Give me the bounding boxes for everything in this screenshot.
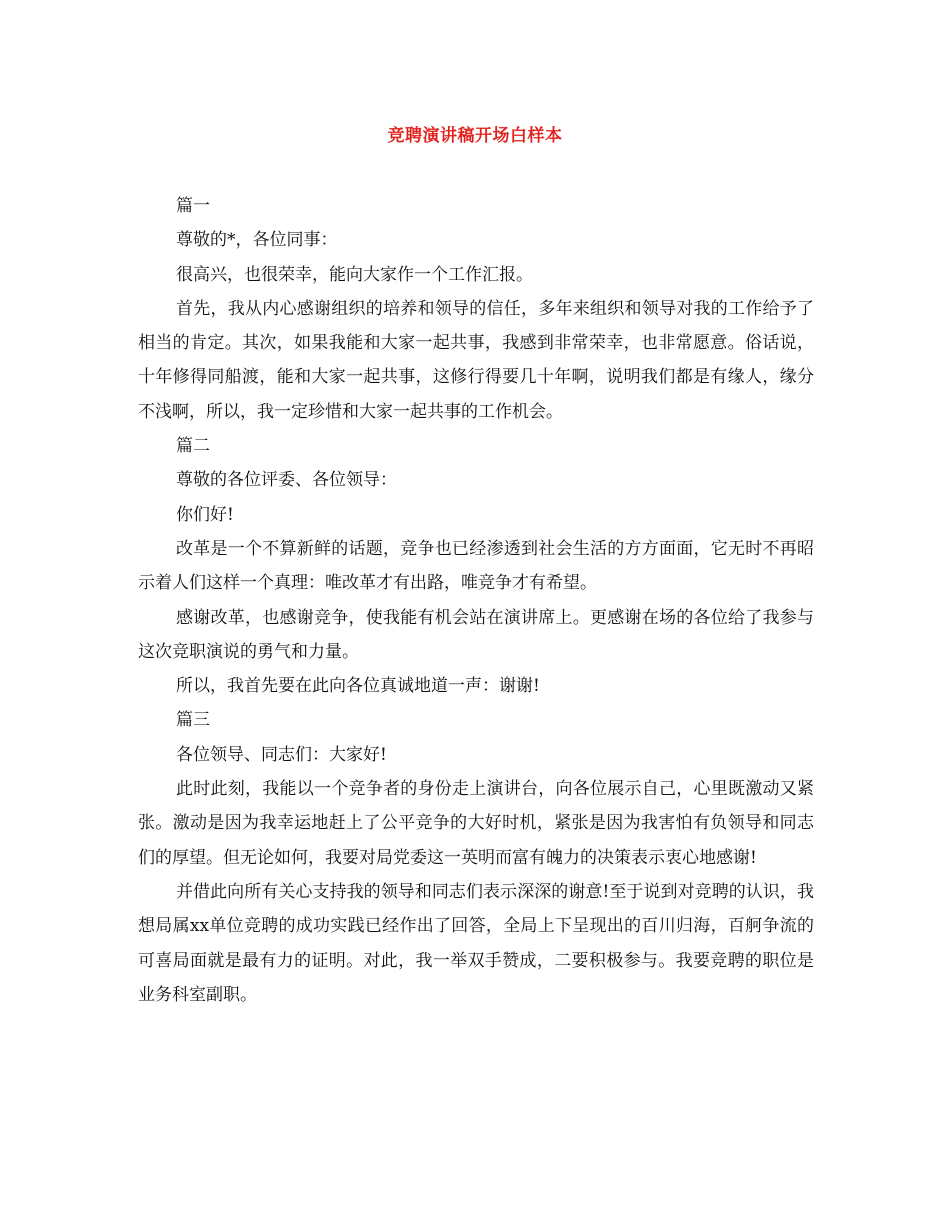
paragraph: 感谢改革，也感谢竞争，使我能有机会站在演讲席上。更感谢在场的各位给了我参与这次竞职演说的勇气和力量。 <box>138 607 814 662</box>
salutation-3: 各位领导、同志们：大家好! <box>176 744 387 765</box>
paragraph: 很高兴，也很荣幸，能向大家作一个工作汇报。 <box>176 264 533 285</box>
section-heading-1: 篇一 <box>176 196 210 216</box>
greeting: 你们好! <box>176 504 234 525</box>
paragraph: 首先，我从内心感谢组织的培养和领导的信任，多年来组织和领导对我的工作给予了相当的肯定。其次，如果我能和大家一起共事，我感到非常荣幸，也非常愿意。俗话说，十年修得同船渡，能和大家一起共事，这修行得要几十年啊，说明我们都是有缘人，缘分不浅啊，所以，我一定珍惜和大家一起共事的工作机会。 <box>138 298 814 422</box>
paragraph: 所以，我首先要在此向各位真诚地道一声：谢谢! <box>176 676 540 697</box>
document-body <box>138 189 814 1012</box>
paragraph: 此时此刻，我能以一个竞争者的身份走上演讲台，向各位展示自己，心里既激动又紧张。激动是因为我幸运地赶上了公平竞争的大好时机，紧张是因为我害怕有负领导和同志们的厚望。但无论如何，我要对局党委这一英明而富有魄力的决策表示衷心地感谢! <box>138 779 814 868</box>
paragraph: 改革是一个不算新鲜的话题，竞争也已经渗透到社会生活的方方面面，它无时不再昭示着人们这样一个真理：唯改革才有出路，唯竞争才有希望。 <box>138 538 814 594</box>
section-heading-2: 篇二 <box>176 436 210 457</box>
document-title: 竞聘演讲稿开场白样本 <box>387 126 563 146</box>
paragraph: 并借此向所有关心支持我的领导和同志们表示深深的谢意!至于说到对竞聘的认识，我想局属xx单位竞聘的成功实践已经作出了回答，全局上下呈现出的百川归海，百舸争流的可喜局面就是最有力的证明。对此，我一举双手赞成，二要积极参与。我要竞聘的职位是业务科室副职。 <box>138 881 814 1005</box>
section-heading-3: 篇三 <box>176 710 210 731</box>
salutation-1: 尊敬的*，各位同事： <box>176 230 338 251</box>
salutation-2: 尊敬的各位评委、各位领导： <box>176 470 397 491</box>
